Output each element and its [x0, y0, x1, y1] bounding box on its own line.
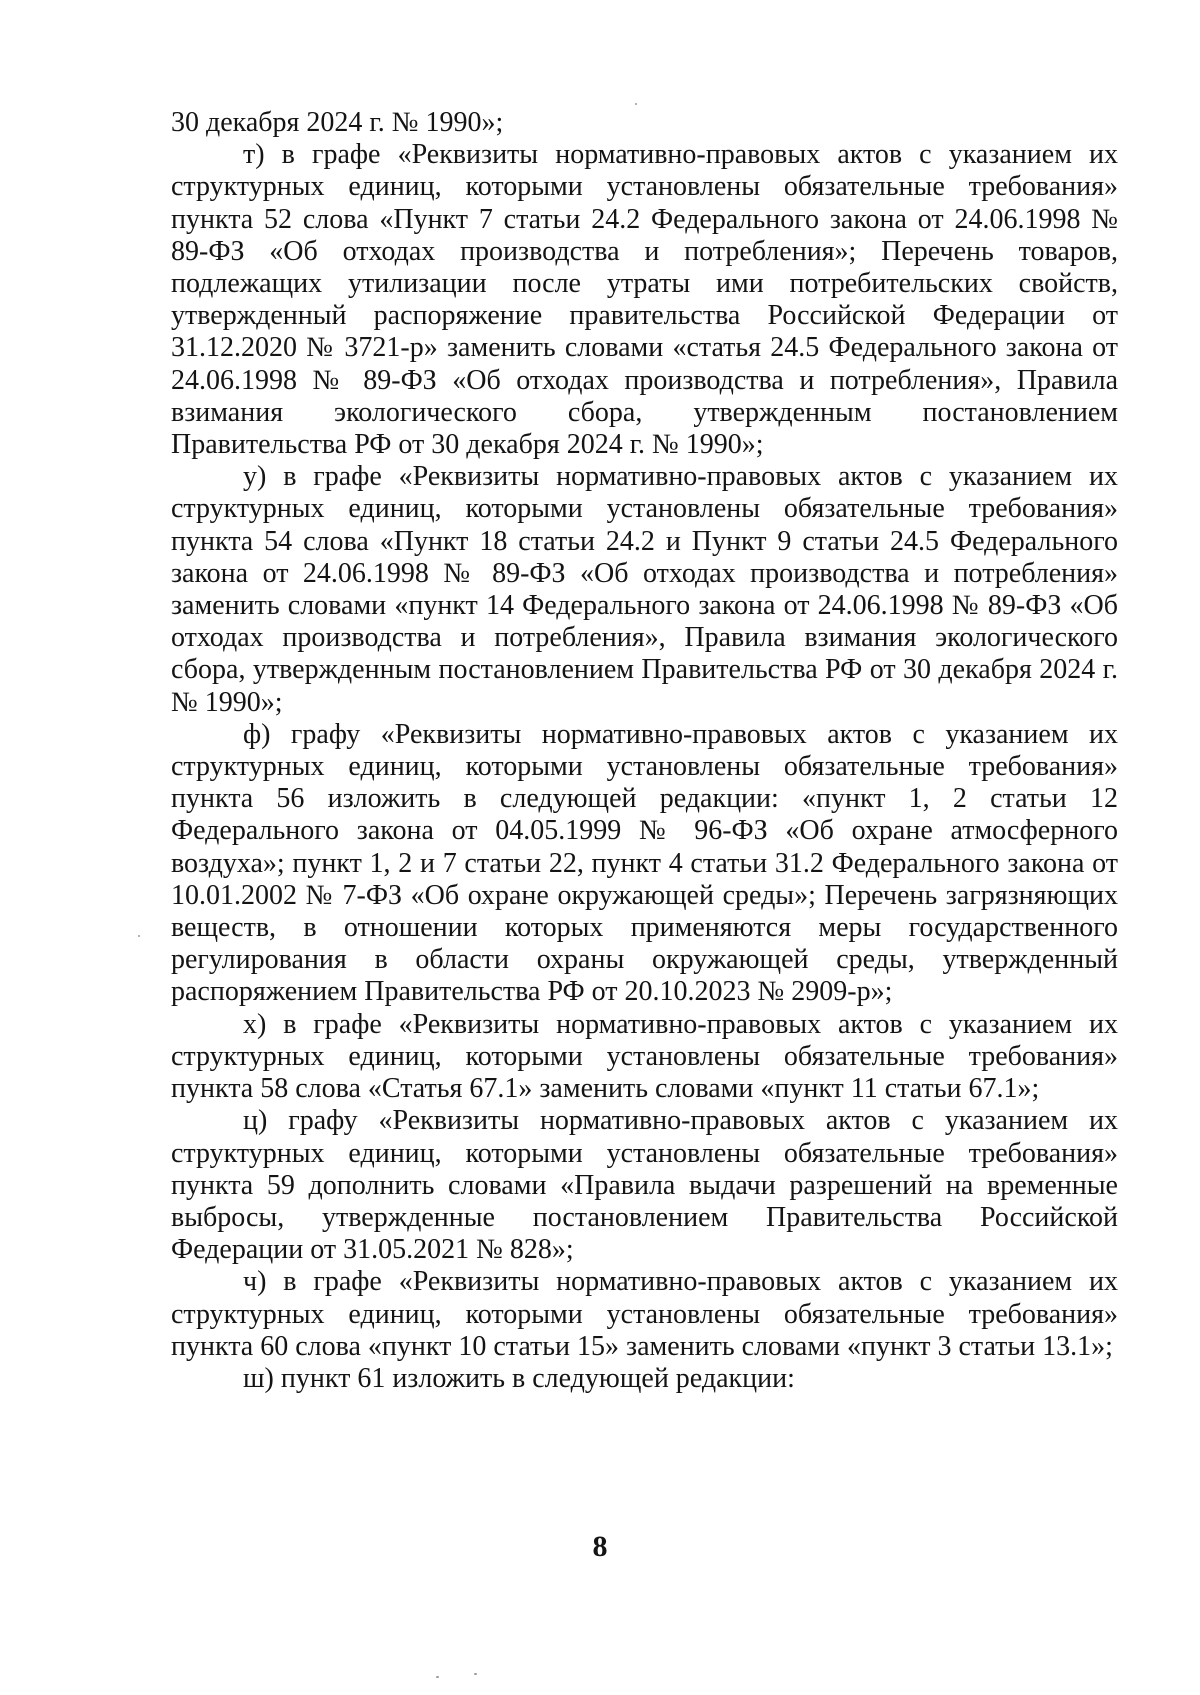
paragraph-item-ts: ц) графу «Реквизиты нормативно-правовых актов с указанием их структурных единиц, которыми установлены обязательные требования» пункта 59 дополнить словами «Правила выдачи разрешений на временные выбросы, утвержденные постановлением Правительства Российской Федерации от 31.05.2021 № 828»;: [171, 1105, 1118, 1266]
paragraph-item-u: у) в графе «Реквизиты нормативно-правовых актов с указанием их структурных единиц, которыми установлены обязательные требования» пункта 54 слова «Пункт 18 статьи 24.2 и Пункт 9 статьи 24.5 Федерального закона от 24.06.1998 № 89-ФЗ «Об отходах производства и потребления» заменить словами «пункт 14 Федерального закона от 24.06.1998 № 89-ФЗ «Об отходах производства и потребления», Правила взимания экологического сбора, утвержденным постановлением Правительства РФ от 30 декабря 2024 г. № 1990»;: [171, 461, 1118, 718]
document-body: [171, 107, 1118, 1395]
scan-speck: [436, 1676, 439, 1678]
scan-speck: [474, 1673, 477, 1675]
paragraph-item-kh: х) в графе «Реквизиты нормативно-правовых актов с указанием их структурных единиц, которыми установлены обязательные требования» пункта 58 слова «Статья 67.1» заменить словами «пункт 11 статьи 67.1»;: [171, 1008, 1118, 1105]
paragraph-continuation: 30 декабря 2024 г. № 1990»;: [171, 107, 504, 138]
paragraph-item-sh: ш) пункт 61 изложить в следующей редакции:: [243, 1362, 795, 1394]
scan-speck: [138, 935, 140, 937]
paragraph-item-f: ф) графу «Реквизиты нормативно-правовых актов с указанием их структурных единиц, которыми установлены обязательные требования» пункта 56 изложить в следующей редакции: «пункт 1, 2 статьи 12 Федерального закона от 04.05.1999 № 96-ФЗ «Об охране атмосферного воздуха»; пункт 1, 2 и 7 статьи 22, пункт 4 статьи 31.2 Федерального закона от 10.01.2002 № 7-ФЗ «Об охране окружающей среды»; Перечень загрязняющих веществ, в отношении которых применяются меры государственного регулирования в области охраны окружающей среды, утвержденный распоряжением Правительства РФ от 20.10.2023 № 2909-р»;: [171, 718, 1118, 1008]
paragraph-item-ch: ч) в графе «Реквизиты нормативно-правовых актов с указанием их структурных единиц, которыми установлены обязательные требования» пункта 60 слова «пункт 10 статьи 15» заменить словами «пункт 3 статьи 13.1»;: [171, 1266, 1118, 1362]
paragraph-item-t: т) в графе «Реквизиты нормативно-правовых актов с указанием их структурных единиц, которыми установлены обязательные требования» пункта 52 слова «Пункт 7 статьи 24.2 Федерального закона от 24.06.1998 № 89-ФЗ «Об отходах производства и потребления»; Перечень товаров, подлежащих утилизации после утраты ими потребительских свойств, утвержденный распоряжение правительства Российской Федерации от 31.12.2020 № 3721-р» заменить словами «статья 24.5 Федерального закона от 24.06.1998 № 89-ФЗ «Об отходах производства и потребления», Правила взимания экологического сбора, утвержденным постановлением Правительства РФ от 30 декабря 2024 г. № 1990»;: [171, 139, 1118, 461]
page-number: 8: [592, 1530, 608, 1563]
scan-speck: [635, 103, 637, 105]
